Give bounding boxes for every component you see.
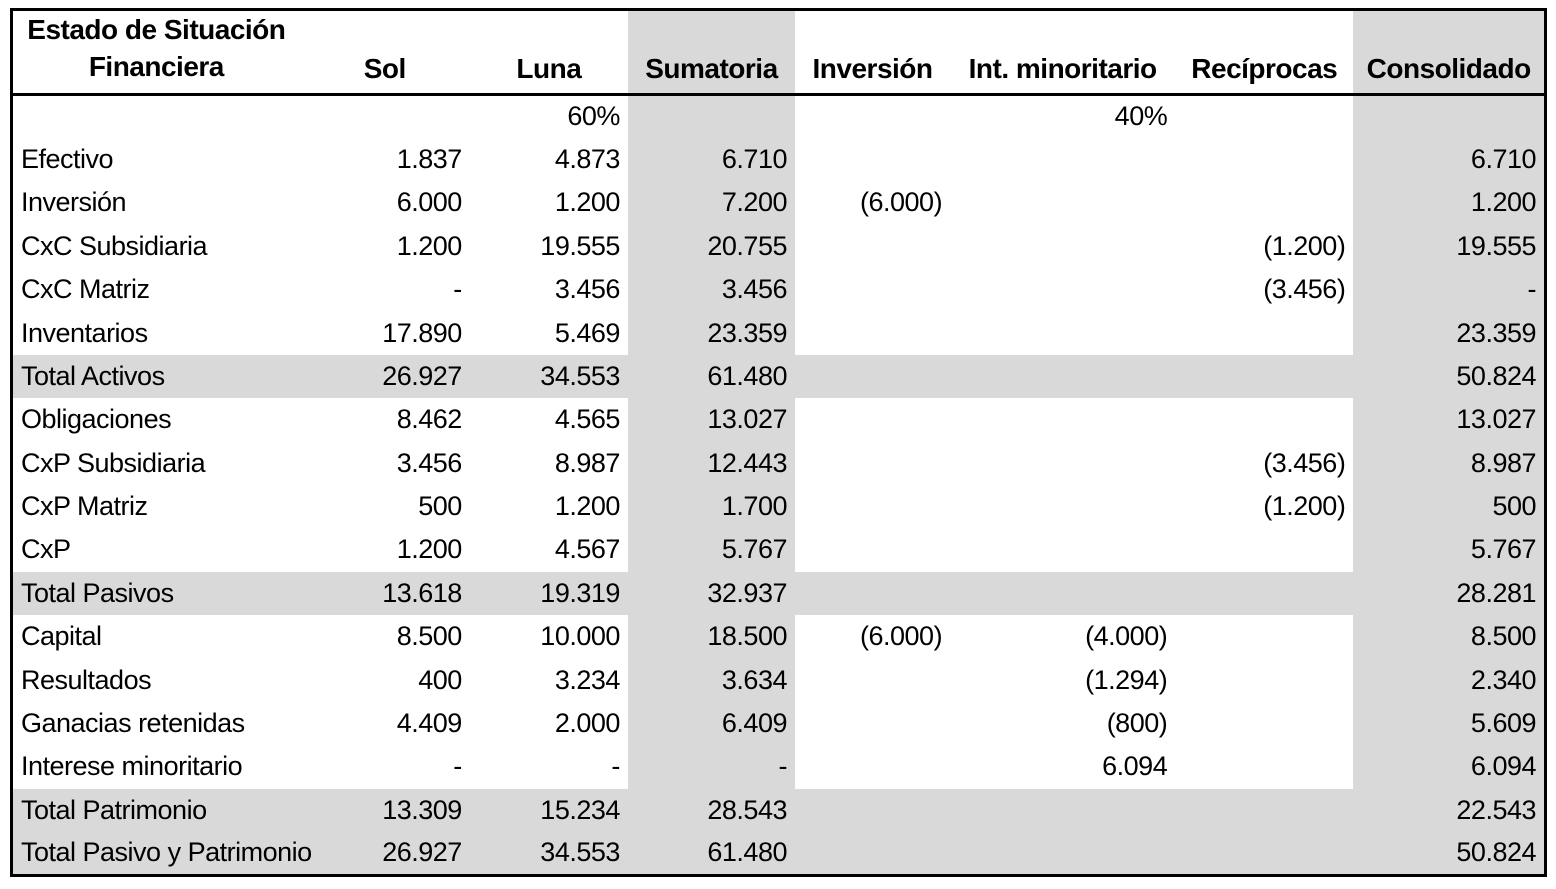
cell-reciprocas	[1175, 572, 1353, 615]
cell-reciprocas	[1175, 528, 1353, 571]
cell-sol	[300, 95, 470, 138]
cell-inversion	[795, 832, 950, 876]
column-header-int-minoritario: Int. minoritario	[950, 10, 1175, 95]
cell-int-minoritario	[950, 442, 1175, 485]
cell-int-minoritario: (1.294)	[1085, 664, 1168, 695]
cell-sol: 8.462	[396, 404, 462, 435]
cell-consolidado: 50.824	[1353, 355, 1545, 398]
cell-luna: 19.319	[470, 572, 628, 615]
cell-luna: 19.555	[540, 230, 620, 261]
cell-sumatoria: 18.500	[628, 615, 795, 658]
cell-inversion	[795, 745, 950, 788]
table-title-line2: Financiera	[88, 51, 224, 82]
cell-sumatoria: 3.634	[628, 658, 795, 701]
cell-inversion	[795, 398, 950, 441]
cell-sumatoria: 61.480	[628, 832, 795, 876]
cell-sumatoria: 32.937	[628, 572, 795, 615]
column-header-sumatoria: Sumatoria	[628, 10, 795, 95]
cell-luna: 60%	[567, 101, 620, 132]
cell-inversion: (6.000)	[860, 187, 943, 218]
cell-consolidado: 6.094	[1353, 745, 1545, 788]
cell-sumatoria: 6.409	[628, 702, 795, 745]
cell-int-minoritario: (4.000)	[1085, 621, 1168, 652]
row-label: CxP	[21, 534, 71, 565]
cell-inversion	[795, 572, 950, 615]
table-row	[12, 745, 1546, 788]
table-row	[12, 138, 1546, 181]
cell-sol: 1.200	[396, 230, 462, 261]
cell-sumatoria: 3.456	[628, 268, 795, 311]
cell-luna: 4.873	[554, 144, 620, 175]
column-header-luna: Luna	[470, 10, 628, 95]
cell-consolidado	[1353, 95, 1545, 138]
cell-inversion	[795, 225, 950, 268]
cell-consolidado: 50.824	[1353, 832, 1545, 876]
cell-sol: 13.309	[300, 789, 470, 832]
cell-sol: 4.409	[396, 707, 462, 738]
cell-inversion	[795, 268, 950, 311]
cell-reciprocas: (3.456)	[1263, 447, 1346, 478]
cell-int-minoritario	[950, 181, 1175, 224]
row-label	[12, 95, 300, 138]
cell-sumatoria: 7.200	[628, 181, 795, 224]
cell-int-minoritario	[950, 225, 1175, 268]
cell-luna: 1.200	[554, 187, 620, 218]
cell-reciprocas: (1.200)	[1263, 230, 1346, 261]
cell-consolidado: 19.555	[1353, 225, 1545, 268]
cell-inversion	[795, 355, 950, 398]
cell-reciprocas	[1175, 95, 1353, 138]
column-header-inversion: Inversión	[795, 10, 950, 95]
table-row	[12, 442, 1546, 485]
cell-reciprocas	[1175, 789, 1353, 832]
cell-consolidado: 2.340	[1353, 658, 1545, 701]
cell-sol: 500	[418, 491, 462, 522]
cell-int-minoritario	[950, 485, 1175, 528]
cell-sol: 1.837	[396, 144, 462, 175]
cell-sol: 26.927	[300, 355, 470, 398]
cell-luna: 4.565	[554, 404, 620, 435]
row-label: CxC Subsidiaria	[21, 230, 208, 261]
cell-inversion	[795, 442, 950, 485]
cell-luna: 10.000	[540, 621, 620, 652]
cell-luna: 4.567	[554, 534, 620, 565]
cell-reciprocas	[1175, 181, 1353, 224]
table-row	[12, 485, 1546, 528]
cell-inversion	[795, 485, 950, 528]
cell-reciprocas	[1175, 311, 1353, 354]
cell-int-minoritario: 40%	[1114, 101, 1168, 132]
table-header	[12, 10, 1546, 95]
cell-sumatoria: 12.443	[628, 442, 795, 485]
cell-reciprocas	[1175, 355, 1353, 398]
cell-consolidado: 500	[1353, 485, 1545, 528]
cell-sol: 8.500	[396, 621, 462, 652]
row-label: Inventarios	[21, 317, 148, 348]
cell-inversion	[795, 658, 950, 701]
table-title-line1: Estado de Situación	[27, 14, 286, 45]
column-header-sol: Sol	[300, 10, 470, 95]
row-label: Obligaciones	[21, 404, 172, 435]
cell-luna: 15.234	[470, 789, 628, 832]
total-row	[12, 572, 1546, 615]
cell-sol: 1.200	[396, 534, 462, 565]
cell-int-minoritario	[950, 311, 1175, 354]
cell-luna: 34.553	[470, 355, 628, 398]
table-row	[12, 95, 1546, 138]
cell-reciprocas	[1175, 658, 1353, 701]
table-row	[12, 181, 1546, 224]
cell-sumatoria: 28.543	[628, 789, 795, 832]
cell-int-minoritario	[950, 789, 1175, 832]
cell-inversion	[795, 138, 950, 181]
cell-sol: 400	[418, 664, 462, 695]
row-label: Total Pasivo y Patrimonio	[12, 832, 300, 876]
cell-int-minoritario	[950, 398, 1175, 441]
cell-sumatoria: 61.480	[628, 355, 795, 398]
cell-int-minoritario	[950, 138, 1175, 181]
cell-consolidado: 5.767	[1353, 528, 1545, 571]
cell-sumatoria: 6.710	[628, 138, 795, 181]
table-row	[12, 615, 1546, 658]
cell-luna: 3.234	[554, 664, 620, 695]
cell-reciprocas	[1175, 745, 1353, 788]
table-row	[12, 658, 1546, 701]
row-label: Efectivo	[21, 144, 114, 175]
cell-sumatoria: 1.700	[628, 485, 795, 528]
table-row	[12, 225, 1546, 268]
financial-statement-sheet	[10, 8, 1547, 877]
column-header-consolidado: Consolidado	[1353, 10, 1545, 95]
row-label: CxP Matriz	[21, 491, 148, 522]
cell-consolidado: 6.710	[1353, 138, 1545, 181]
total-row	[12, 789, 1546, 832]
cell-sol: 13.618	[300, 572, 470, 615]
cell-reciprocas	[1175, 138, 1353, 181]
cell-reciprocas: (1.200)	[1263, 491, 1346, 522]
cell-sumatoria: 13.027	[628, 398, 795, 441]
cell-reciprocas: (3.456)	[1263, 274, 1346, 305]
row-label: Total Pasivos	[12, 572, 300, 615]
cell-consolidado: 28.281	[1353, 572, 1545, 615]
row-label: CxC Matriz	[21, 274, 150, 305]
total-row	[12, 832, 1546, 876]
cell-int-minoritario: 6.094	[1102, 751, 1168, 782]
total-row	[12, 355, 1546, 398]
cell-reciprocas	[1175, 832, 1353, 876]
cell-luna: 8.987	[554, 447, 620, 478]
row-label: Capital	[21, 621, 102, 652]
cell-consolidado: -	[1353, 268, 1545, 311]
row-label: Resultados	[21, 664, 152, 695]
row-label: Interese minoritario	[21, 751, 243, 782]
cell-reciprocas	[1175, 615, 1353, 658]
table-row	[12, 398, 1546, 441]
column-header-reciprocas: Recíprocas	[1175, 10, 1353, 95]
table-title-cell	[12, 10, 300, 95]
cell-consolidado: 1.200	[1353, 181, 1545, 224]
cell-inversion	[795, 311, 950, 354]
table-row	[12, 528, 1546, 571]
row-label: Ganacias retenidas	[21, 707, 245, 738]
cell-sumatoria: -	[628, 745, 795, 788]
cell-reciprocas	[1175, 702, 1353, 745]
cell-sumatoria: 23.359	[628, 311, 795, 354]
cell-inversion	[795, 95, 950, 138]
row-label: Inversión	[21, 187, 127, 218]
cell-inversion	[795, 528, 950, 571]
cell-consolidado: 13.027	[1353, 398, 1545, 441]
cell-sol: 3.456	[396, 447, 462, 478]
cell-int-minoritario	[950, 268, 1175, 311]
financial-table	[10, 8, 1547, 877]
cell-sol: 17.890	[382, 317, 462, 348]
cell-int-minoritario: (800)	[1106, 707, 1168, 738]
cell-consolidado: 8.987	[1353, 442, 1545, 485]
row-label: Total Activos	[12, 355, 300, 398]
cell-luna: 2.000	[554, 707, 620, 738]
cell-int-minoritario	[950, 572, 1175, 615]
cell-consolidado: 22.543	[1353, 789, 1545, 832]
cell-sumatoria: 20.755	[628, 225, 795, 268]
cell-consolidado: 23.359	[1353, 311, 1545, 354]
cell-int-minoritario	[950, 832, 1175, 876]
table-row	[12, 702, 1546, 745]
header-row	[12, 10, 1546, 95]
table-body	[12, 95, 1546, 876]
row-label: Total Patrimonio	[12, 789, 300, 832]
cell-sumatoria: 5.767	[628, 528, 795, 571]
cell-inversion	[795, 789, 950, 832]
cell-consolidado: 8.500	[1353, 615, 1545, 658]
cell-luna: -	[611, 751, 620, 782]
cell-consolidado: 5.609	[1353, 702, 1545, 745]
cell-inversion: (6.000)	[860, 621, 943, 652]
cell-sol: 6.000	[396, 187, 462, 218]
table-row	[12, 311, 1546, 354]
cell-sol: 26.927	[300, 832, 470, 876]
cell-int-minoritario	[950, 528, 1175, 571]
cell-inversion	[795, 702, 950, 745]
cell-reciprocas	[1175, 398, 1353, 441]
cell-luna: 34.553	[470, 832, 628, 876]
cell-luna: 3.456	[554, 274, 620, 305]
cell-luna: 1.200	[554, 491, 620, 522]
cell-sumatoria	[628, 95, 795, 138]
cell-int-minoritario	[950, 355, 1175, 398]
cell-sol: -	[453, 751, 462, 782]
row-label: CxP Subsidiaria	[21, 447, 206, 478]
cell-sol: -	[453, 274, 462, 305]
table-row	[12, 268, 1546, 311]
cell-luna: 5.469	[554, 317, 620, 348]
